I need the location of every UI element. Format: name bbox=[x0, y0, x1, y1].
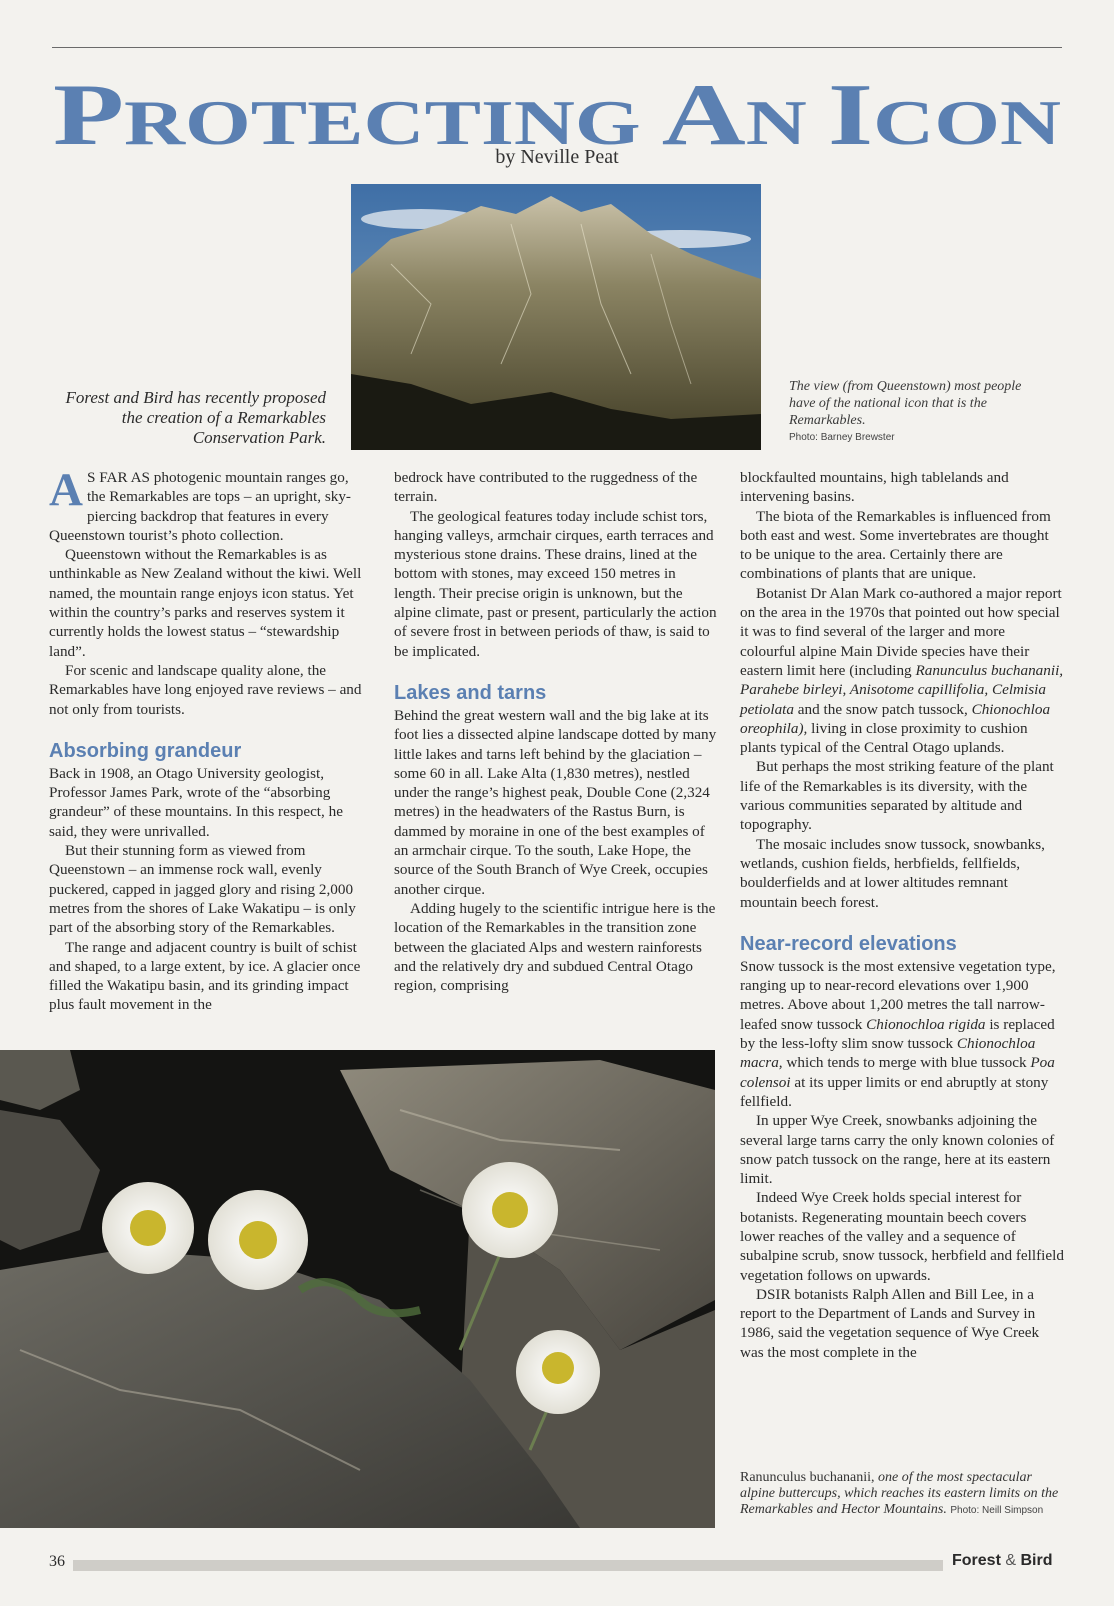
remarkables-photo bbox=[351, 184, 761, 450]
paragraph: The biota of the Remarkables is influenced from both east and west. Some invertebrates are thought to be unique to the area. Certainly there are combinations of plants that are unique. bbox=[740, 507, 1051, 583]
page-title bbox=[52, 66, 1062, 156]
heading-near-record-elevations: Near-record elevations bbox=[740, 932, 957, 955]
photo-credit: Photo: Barney Brewster bbox=[789, 432, 895, 443]
flower-4 bbox=[516, 1330, 600, 1414]
svg-text:PROTECTING AN ICON: P ROTECTING A N I CON bbox=[53, 67, 1016, 156]
magazine-brand: Forest & Bird bbox=[952, 1552, 1053, 1569]
paragraph: A S FAR AS photogenic mountain ranges go, the Remarkables are tops – an upright, sky-piercing backdrop that features in every Queenstown tourist’s photo collection. bbox=[49, 464, 351, 544]
byline: by Neville Peat bbox=[495, 146, 619, 168]
paragraph: Snow tussock is the most extensive vegetation type, ranging up to near-record elevations over 1,900 metres. Above about 1,200 metres the tall narrow-leafed snow tussock Chionochloa rigida is replaced by the less-lofty slim snow tussock Chionochloa macra, which tends to merge with blue tussock Poa colensoi at its upper limits or end abruptly at stony fellfield. bbox=[740, 957, 1056, 1110]
paragraph: Behind the great western wall and the big lake at its foot lies a dissected alpine landscape dotted by many little lakes and tarns left behind by the glaciation – some 60 in all. Lake Alta (1,830 metres), nestled under the range’s highest peak, Double Cone (2,324 metres) in the headwaters of the Rastus Burn, is dammed by moraine in one of the best examples of an armchair cirque. To the south, Lake Hope, the source of the South Branch of Wye Creek, occupies another cirque. bbox=[394, 706, 717, 898]
paragraph: For scenic and landscape quality alone, the Remarkables have long enjoyed rave reviews – and not only from tourists. bbox=[49, 661, 362, 718]
caption-text: The view (from Queenstown) most people have of the national icon that is the Remarkables. bbox=[789, 379, 1022, 428]
caption-species: Ranunculus buchananii, bbox=[740, 1470, 875, 1485]
paragraph: Back in 1908, an Otago University geologist, Professor James Park, wrote of the “absorbing grandeur” of these mountains. In this respect, he said, they were unrivalled. bbox=[49, 764, 343, 840]
paragraph: blockfaulted mountains, high tablelands and intervening basins. bbox=[740, 469, 1009, 506]
flower-caption bbox=[740, 1470, 1060, 1519]
column-2 bbox=[394, 468, 717, 995]
paragraph: DSIR botanists Ralph Allen and Bill Lee, in a report to the Department of Lands and Survey in 1986, said the vegetation sequence of Wye Creek was the most complete in the bbox=[740, 1285, 1040, 1361]
paragraph: Adding hugely to the scientific intrigue here is the location of the Remarkables in the transition zone between the glaciated Alps and western rainforests and the relatively dry and subdued Central Otago region, comprising bbox=[394, 899, 716, 995]
top-rule bbox=[52, 47, 1062, 48]
drop-cap: A bbox=[49, 464, 83, 516]
footer-bar bbox=[73, 1560, 943, 1571]
column-1 bbox=[49, 464, 367, 1015]
paragraph: The range and adjacent country is built of schist and shaped, to a large extent, by ice. A glacier once filled the Wakatipu basin, and its grinding impact plus fault movement in the bbox=[49, 938, 361, 1014]
paragraph: But perhaps the most striking feature of the plant life of the Remarkables is its diversity, with the various communities separated by altitude and topography. bbox=[740, 758, 1054, 834]
paragraph: The geological features today include schist tors, hanging valleys, armchair cirques, earth terraces and mysterious stone drains. These drains, lined at the bottom with stones, may exceed 150 metres in length. Their precise origin is unknown, but the alpine climate, past or present, particularly the action of severe frost in between periods of thaw, is said to be implicated. bbox=[394, 507, 717, 660]
photo-credit: Photo: Neill Simpson bbox=[950, 1505, 1044, 1516]
paragraph: bedrock have contributed to the ruggedness of the terrain. bbox=[394, 469, 698, 506]
photo-caption bbox=[789, 378, 1049, 446]
heading-absorbing-grandeur: Absorbing grandeur bbox=[49, 739, 242, 762]
column-3 bbox=[740, 468, 1064, 1362]
buttercup-photo bbox=[0, 1050, 715, 1528]
paragraph: In upper Wye Creek, snowbanks adjoining the several large tarns carry the only known colonies of snow patch tussock on the range, here at its eastern limit. bbox=[740, 1112, 1055, 1188]
caption-text: one of the most spectacular alpine buttercups, which reaches its eastern limits on the Remarkables and Hector Mountains. bbox=[740, 1470, 1059, 1517]
paragraph: Indeed Wye Creek holds special interest for botanists. Regenerating mountain beech covers lower reaches of the valley and a sequence of subalpine scrub, snow tussock, herbfield and fellfield vegetation follows on upwards. bbox=[740, 1189, 1064, 1284]
flower-1 bbox=[102, 1182, 194, 1274]
page-number: 36 bbox=[49, 1553, 65, 1570]
flower-3 bbox=[462, 1162, 558, 1258]
paragraph: The mosaic includes snow tussock, snowbanks, wetlands, cushion fields, herbfields, fellfields, boulderfields and at lower altitudes remnant mountain beech forest. bbox=[740, 835, 1045, 911]
flower-2 bbox=[208, 1190, 308, 1290]
paragraph: But their stunning form as viewed from Queenstown – an immense rock wall, evenly puckered, capped in jagged glory and rising 2,000 metres from the shores of Lake Wakatipu – is only part of the absorbing story of the Remarkables. bbox=[49, 842, 356, 937]
paragraph: Queenstown without the Remarkables is as unthinkable as New Zealand without the kiwi. Well named, the mountain range enjoys icon status. Yet within the country’s parks and reserves system it currently holds the lowest status – “stewardship land”. bbox=[49, 546, 362, 660]
paragraph: Botanist Dr Alan Mark co-authored a major report on the area in the 1970s that pointed out how special it was to find several of the larger and more colourful alpine Main Divide species have their eastern limit here (including Ranunculus buchananii, Parahebe birleyi, Anisotome capillifolia, Celmisia petiolata and the snow patch tussock, Chionochloa oreophila), living in close proximity to cushion plants typical of the Central Otago uplands. bbox=[740, 584, 1064, 757]
heading-lakes-and-tarns: Lakes and tarns bbox=[394, 681, 547, 704]
intro-caption: Forest and Bird has recently proposed the creation of a Remarkables Conservation Park. bbox=[65, 388, 326, 447]
